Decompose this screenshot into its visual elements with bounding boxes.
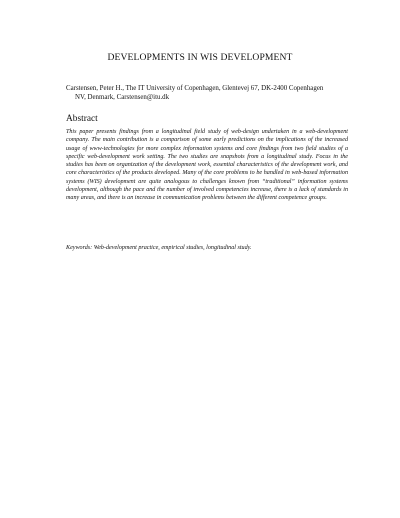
- author-affiliation: [66, 84, 356, 102]
- author-line-1: Carstensen, Peter H., The IT University of Copenhagen, Glentevej 67, DK-2400 Copenhagen: [66, 85, 324, 92]
- paper-title: DEVELOPMENTS IN WIS DEVELOPMENT: [107, 52, 293, 63]
- author-line-2: NV, Denmark, Carstensen@itu.dk: [75, 94, 170, 101]
- keywords-line: Keywords: Web-development practice, empirical studies, longitudinal study.: [66, 245, 252, 251]
- abstract-text: This paper presents findings from a longitudinal field study of web-design undertaken in a web-development company. The main contribution is a comparison of some early predictions on the implications of the increased usage of www-technologies for more complex information systems and core findings from two field studies of a specific web-development work setting. The two studies are snapshots from a longitudinal study. Focus in the studies has been on organization of the development work, essential characteristics of the development work, and core characteristics of the products developed. Many of the core problems to be handled in web-based information systems (WIS) development are quite analogous to challenges known from “traditional” information systems development, although the pace and the number of involved competencies increase, there is a lack of standards in many areas, and there is an increase in communication problems between the different competence groups.: [66, 129, 348, 201]
- abstract-heading: Abstract: [66, 114, 98, 124]
